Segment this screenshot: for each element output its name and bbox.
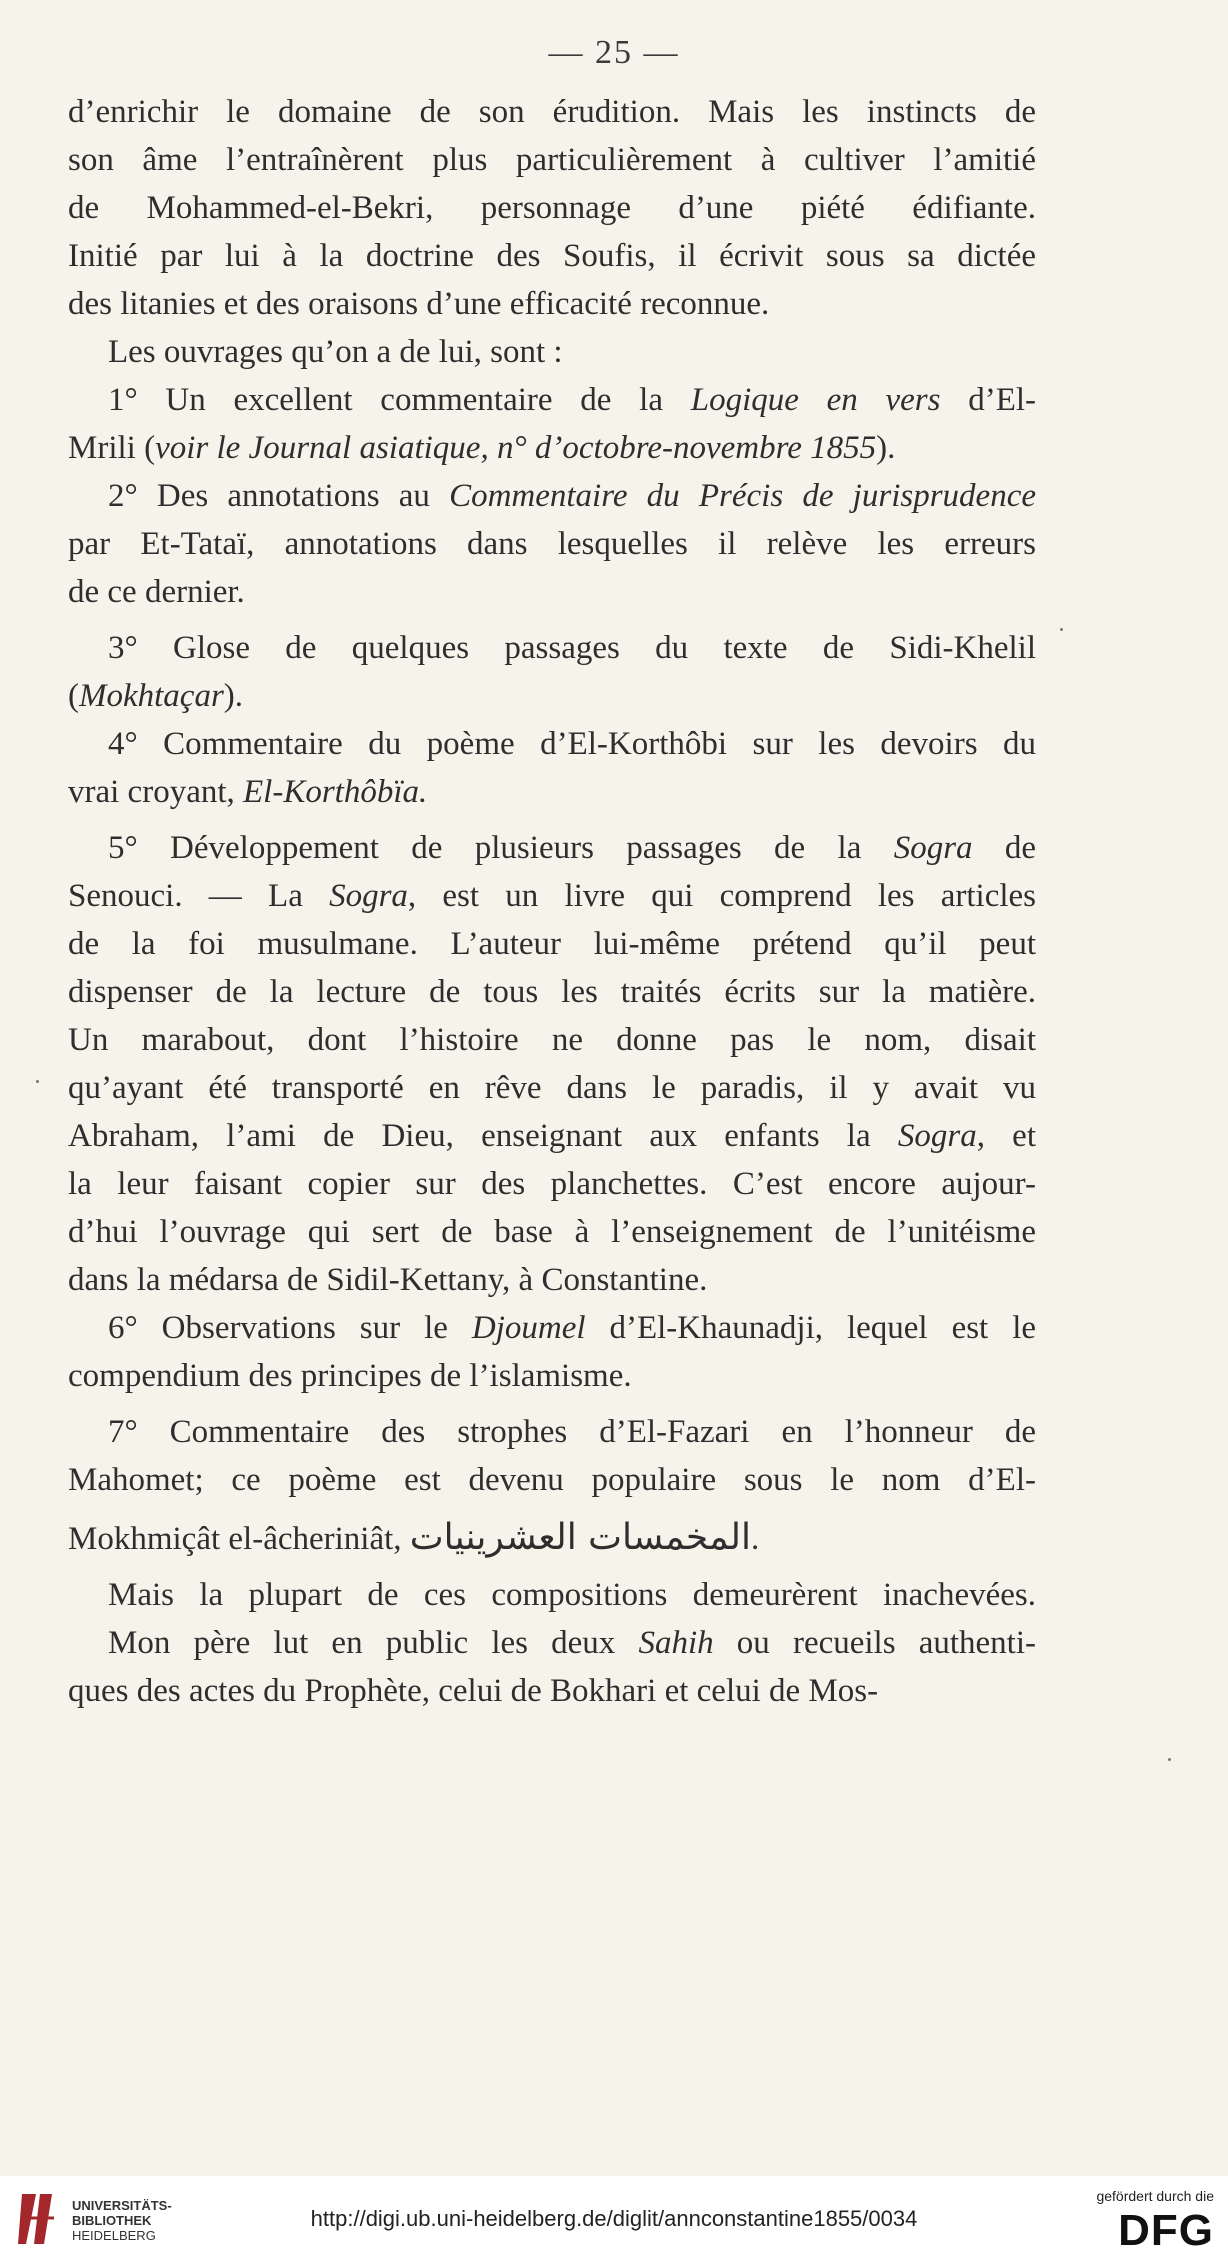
closing-line-3: ques des actes du Prophète, celui de Bokhari et celui de Mos- [68,1673,879,1709]
works-intro: Les ouvrages qu’on a de lui, sont : [108,334,563,370]
work-7-line-2: Mahomet; ce poème est devenu populaire sous le nom d’El- [68,1462,1036,1498]
speck [1168,1758,1171,1761]
arabic-title: المخمسات العشرينيات [409,1517,751,1558]
page-number: — 25 — [548,34,680,71]
work-5-line-8: la leur faisant copier sur des planchettes. C’est encore aujour- [68,1166,1036,1202]
work-5-line-9: d’hui l’ouvrage qui sert de base à l’enseignement de l’unitéisme [68,1214,1036,1250]
permalink[interactable]: http://digi.ub.uni-heidelberg.de/diglit/annconstantine1855/0034 [310,2206,918,2231]
work-2-line-2: par Et-Tataï, annotations dans lesquelles il relève les erreurs [68,526,1036,562]
work-6-line-2: compendium des principes de l’islamisme. [68,1358,632,1394]
dfg-logo: DFG [1118,2206,1214,2255]
text-line: son âme l’entraînèrent plus particulièrement à cultiver l’amitié [68,142,1036,178]
text-line: de Mohammed-el-Bekri, personnage d’une piété édifiante. [68,190,1036,226]
body-text [68,88,1036,1715]
work-3-line-1: 3° Glose de quelques passages du texte de Sidi-Khelil [108,630,1036,666]
work-6-line-1: 6° Observations sur le Djoumel d’El-Khaunadji, lequel est le [108,1310,1037,1346]
work-3-line-2: (Mokhtaçar). [68,678,244,714]
text-line: Initié par lui à la doctrine des Soufis, il écrivit sous sa dictée [68,238,1036,274]
work-5-line-2: Senouci. — La Sogra, est un livre qui comprend les articles [68,878,1036,914]
speck [1060,628,1063,631]
work-7-line-1: 7° Commentaire des strophes d’El-Fazari en l’honneur de [108,1414,1036,1450]
work-1-line-1: 1° Un excellent commentaire de la Logique en vers d’El- [108,382,1037,418]
work-5-line-1: 5° Développement de plusieurs passages de la Sogra de [108,830,1037,866]
work-5-line-3: de la foi musulmane. L’auteur lui-même prétend qu’il peut [68,926,1036,962]
text-line: des litanies et des oraisons d’une efficacité reconnue. [68,286,770,322]
work-4-line-2: vrai croyant, El-Korthôbïa. [68,774,428,810]
work-2-line-3: de ce dernier. [68,574,245,610]
work-5-line-5: Un marabout, dont l’histoire ne donne pas le nom, disait [68,1022,1036,1058]
work-2-line-1: 2° Des annotations au Commentaire du Précis de jurisprudence [108,478,1036,514]
speck [36,1080,39,1083]
library-name: UNIVERSITÄTS- BIBLIOTHEK HEIDELBERG [72,2198,172,2243]
closing-line-2: Mon père lut en public les deux Sahih ou recueils authenti- [108,1625,1036,1661]
work-4-line-1: 4° Commentaire du poème d’El-Korthôbi sur les devoirs du [108,726,1036,762]
funding-caption: gefördert durch die [1096,2188,1214,2204]
work-5-line-4: dispenser de la lecture de tous les traités écrits sur la matière. [68,974,1036,1010]
work-5-line-7: Abraham, l’ami de Dieu, enseignant aux enfants la Sogra, et [68,1118,1036,1154]
text-line: d’enrichir le domaine de son érudition. Mais les instincts de [68,94,1036,130]
work-1-line-2: Mrili (voir le Journal asiatique, n° d’octobre-novembre 1855). [68,430,896,466]
work-5-line-6: qu’ayant été transporté en rêve dans le paradis, il y avait vu [68,1070,1036,1106]
work-7-line-3: Mokhmiçât el-âcheriniât, المخمسات العشرينيات. [68,1514,1036,1563]
closing-line-1: Mais la plupart de ces compositions demeurèrent inachevées. [108,1577,1036,1613]
work-5-line-10: dans la médarsa de Sidil-Kettany, à Constantine. [68,1262,708,1298]
